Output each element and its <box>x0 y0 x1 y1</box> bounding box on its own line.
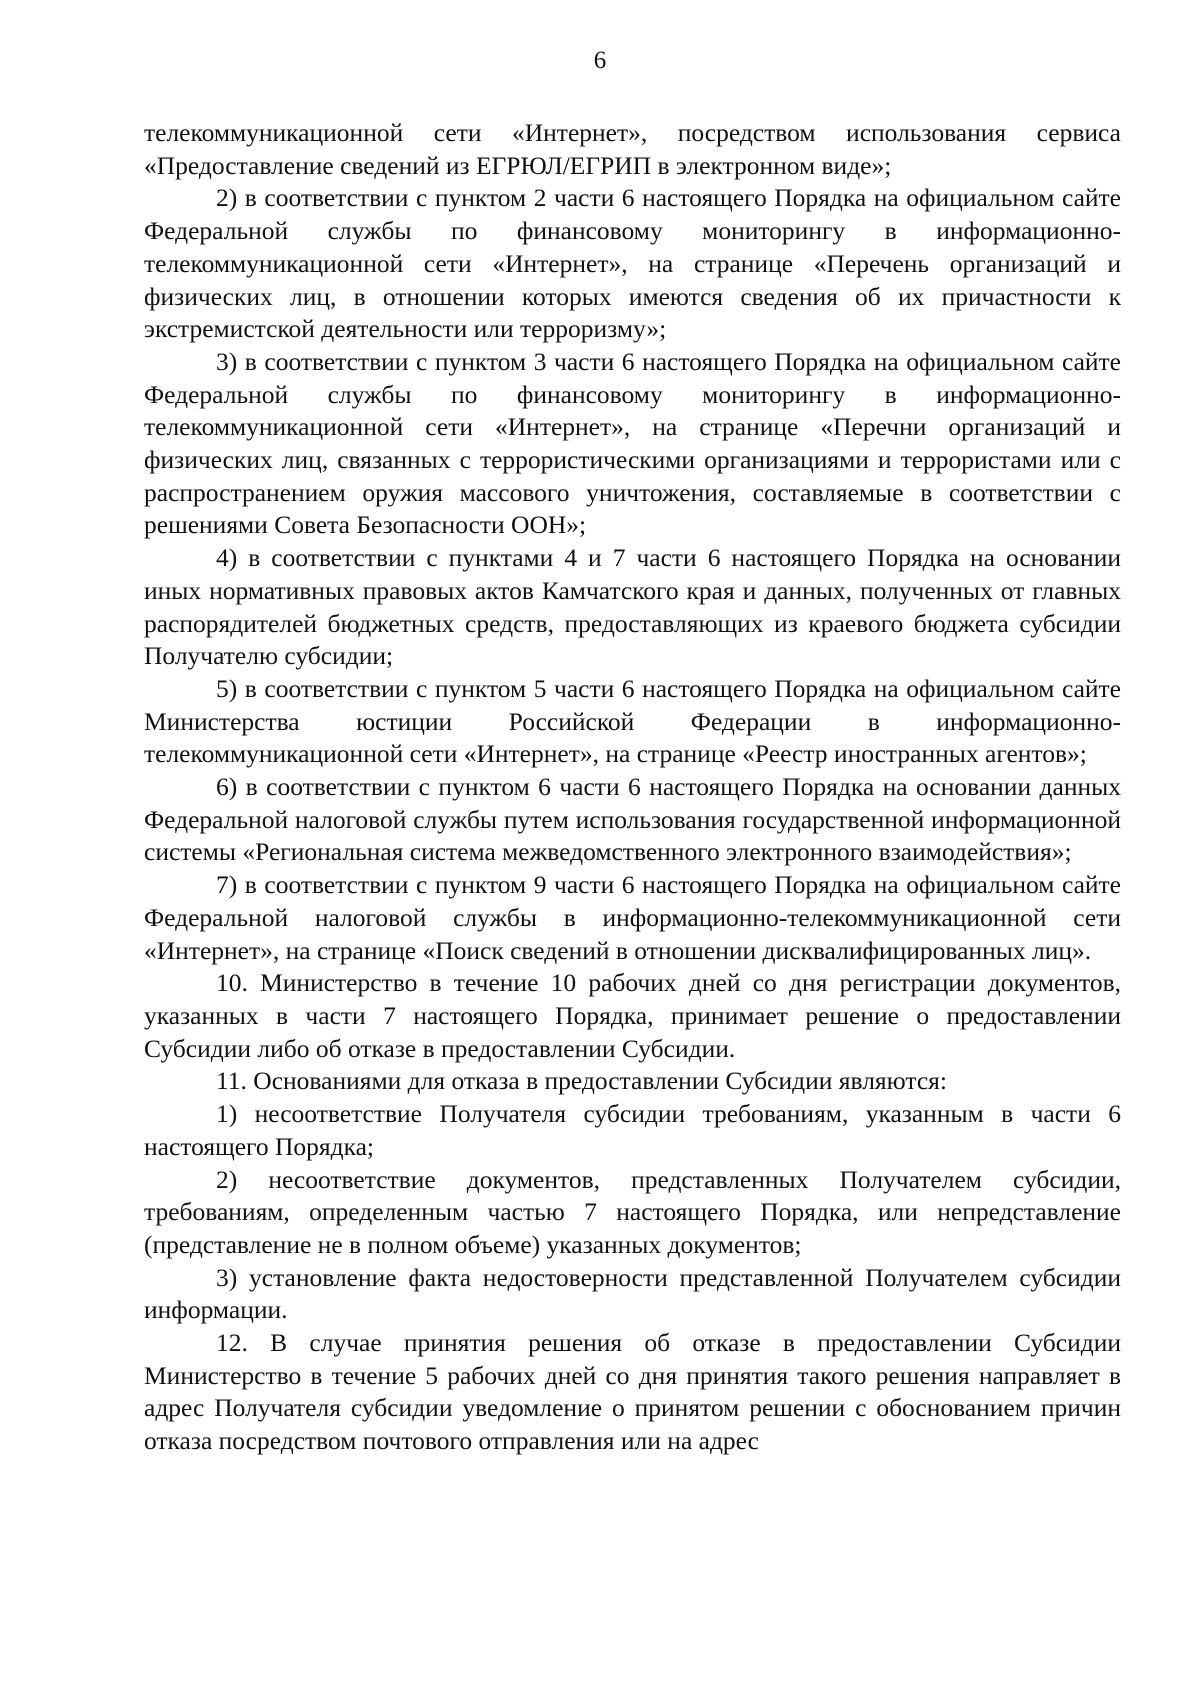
paragraph-item-7: 7) в соответствии с пунктом 9 части 6 настоящего Порядка на официальном сайте Федеральной налоговой службы в информационно-телекоммуникационной сети «Интернет», на странице «Поиск сведений в отношении дисквалифицированных лиц». <box>144 870 1121 965</box>
paragraph-item-2: 2) в соответствии с пунктом 2 части 6 настоящего Порядка на официальном сайте Федеральной службы по финансовому мониторингу в информационно-телекоммуникационной сети «Интернет», на странице «Перечень организаций и физических лиц, в отношении которых имеются сведения об их причастности к экстремистской деятельности или терроризму»; <box>144 183 1121 344</box>
paragraph-section-10: 10. Министерство в течение 10 рабочих дней со дня регистрации документов, указанных в части 7 настоящего Порядка, принимает решение о предоставлении Субсидии либо об отказе в предоставлении Субсидии. <box>144 968 1121 1063</box>
document-body <box>144 117 1121 1458</box>
paragraph-section-11: 11. Основаниями для отказа в предоставлении Субсидии являются: <box>216 1066 947 1096</box>
page-number: 6 <box>593 47 607 74</box>
paragraph-section-12: 12. В случае принятия решения об отказе в предоставлении Субсидии Министерство в течение 5 рабочих дней со дня принятия такого решения направляет в адрес Получателя субсидии уведомление о принятом решении с обоснованием причин отказа посредством почтового отправления или на адрес <box>144 1328 1121 1456</box>
paragraph-continuation: телекоммуникационной сети «Интернет», посредством использования сервиса «Предоставление сведений из ЕГРЮЛ/ЕГРИП в электронном виде»; <box>144 118 1121 180</box>
paragraph-section-11-item-3: 3) установление факта недостоверности представленной Получателем субсидии информации. <box>144 1262 1121 1325</box>
paragraph-item-6: 6) в соответствии с пунктом 6 части 6 настоящего Порядка на основании данных Федеральной налоговой службы путем использования государственной информационной системы «Региональная система межведомственного электронного взаимодействия»; <box>144 772 1121 867</box>
paragraph-item-4: 4) в соответствии с пунктами 4 и 7 части 6 настоящего Порядка на основании иных нормативных правовых актов Камчатского края и данных, полученных от главных распорядителей бюджетных средств, предоставляющих из краевого бюджета субсидии Получателю субсидии; <box>144 543 1121 671</box>
paragraph-item-5: 5) в соответствии с пунктом 5 части 6 настоящего Порядка на официальном сайте Министерства юстиции Российской Федерации в информационно-телекоммуникационной сети «Интернет», на странице «Реестр иностранных агентов»; <box>144 673 1121 769</box>
paragraph-section-11-item-2: 2) несоответствие документов, представленных Получателем субсидии, требованиям, определенным частью 7 настоящего Порядка, или непредставление (представление не в полном объеме) указанных документов; <box>144 1164 1121 1259</box>
paragraph-section-11-item-1: 1) несоответствие Получателя субсидии требованиям, указанным в части 6 настоящего Порядка; <box>144 1099 1121 1161</box>
paragraph-item-3: 3) в соответствии с пунктом 3 части 6 настоящего Порядка на официальном сайте Федеральной службы по финансовому мониторингу в информационно-телекоммуникационной сети «Интернет», на странице «Перечни организаций и физических лиц, связанных с террористическими организациями и террористами или с распространением оружия массового уничтожения, составляемые в соответствии с решениями Совета Безопасности ООН»; <box>144 346 1121 540</box>
